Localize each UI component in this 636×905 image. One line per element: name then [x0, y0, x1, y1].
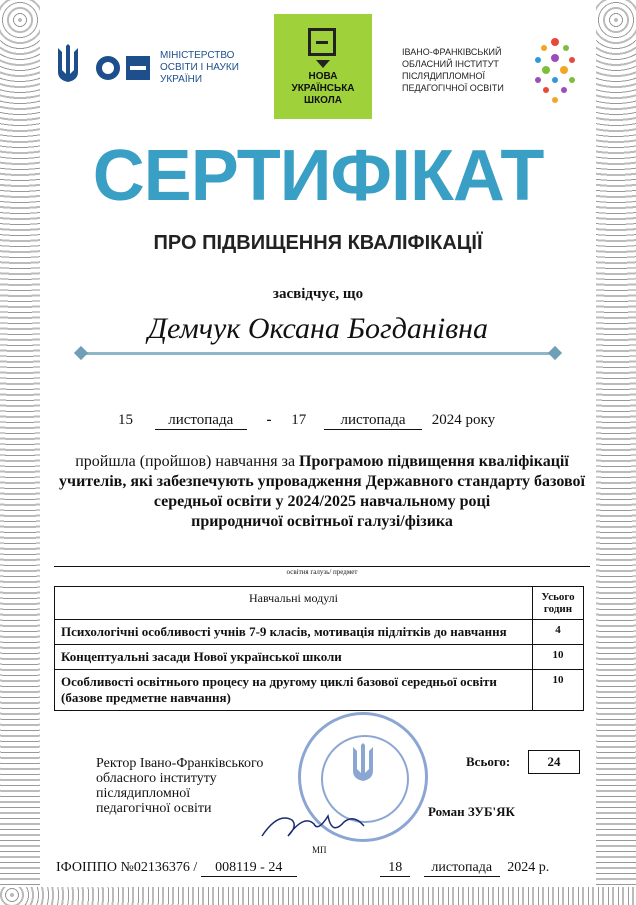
- table-row: [55, 670, 584, 711]
- date-dash: -: [266, 412, 272, 428]
- institute-line-3: ПІСЛЯДИПЛОМНОЇ: [402, 71, 486, 81]
- ministry-line-1: МІНІСТЕРСТВО: [160, 50, 235, 61]
- institute-line-4: ПЕДАГОГІЧНОЇ ОСВІТИ: [402, 83, 504, 93]
- divider-diamond-left: [74, 346, 88, 360]
- signatory-name: Роман ЗУБ'ЯК: [428, 804, 515, 819]
- registry-number: 008119 - 24: [201, 860, 297, 877]
- seal-trident-icon: [345, 743, 381, 783]
- program-description: [54, 452, 590, 532]
- start-month: листопада: [155, 412, 247, 430]
- rector-line-3: післядипломної: [96, 786, 191, 801]
- modules-table: [54, 586, 584, 711]
- rector-title: [96, 756, 263, 816]
- issue-month: листопада: [424, 860, 500, 877]
- institute-dots-logo-icon: [532, 36, 578, 106]
- ministry-line-2: ОСВІТИ І НАУКИ: [160, 62, 239, 73]
- module-name: Концептуальні засади Нової української школи: [55, 645, 533, 670]
- nus-text: [274, 71, 372, 107]
- intro-text: пройшла (пройшов) навчання за: [75, 453, 300, 470]
- nus-arrow-icon: [316, 60, 330, 68]
- nus-logo: [274, 14, 372, 119]
- institute-line-2: ОБЛАСНИЙ ІНСТИТУТ: [402, 59, 499, 69]
- table-header-row: [55, 587, 584, 620]
- header-logos: [52, 14, 584, 124]
- header-module: Навчальні модулі: [55, 587, 533, 620]
- divider-diamond-right: [548, 346, 562, 360]
- issue-year: 2024 р.: [507, 860, 550, 875]
- ministry-name: [160, 50, 239, 86]
- nus-line-2: УКРАЇНСЬКА: [291, 83, 355, 94]
- field-caption: освітня галузь/ предмет: [54, 566, 590, 576]
- subject-field: природничої освітньої галузі/фізика: [191, 513, 453, 530]
- module-hours: 10: [533, 670, 584, 711]
- year: 2024 року: [431, 412, 496, 428]
- module-hours: 4: [533, 620, 584, 645]
- ministry-line-3: УКРАЇНИ: [160, 74, 203, 85]
- ministry-logo: [96, 50, 239, 86]
- seal-mark: МП: [312, 845, 327, 855]
- end-month: листопада: [324, 412, 422, 430]
- certificate-footer: [56, 860, 586, 877]
- total-label: Всього:: [466, 754, 511, 769]
- certifies-text: засвідчує, що: [272, 286, 364, 302]
- mon-square-icon: [126, 56, 150, 80]
- rector-line-2: обласного інституту: [96, 771, 217, 786]
- module-hours: 10: [533, 645, 584, 670]
- registry-prefix: ІФОІППО №02136376 /: [56, 860, 198, 875]
- institute-name: [402, 46, 504, 94]
- header-hours: Усього годин: [533, 587, 584, 620]
- table-row: [55, 645, 584, 670]
- issue-day: 18: [380, 860, 410, 877]
- total-hours: 24: [528, 750, 580, 774]
- handwritten-signature: [258, 806, 368, 846]
- rector-line-1: Ректор Івано-Франківського: [96, 756, 264, 771]
- nus-line-3: ШКОЛА: [304, 95, 342, 106]
- ornament-border-bottom: [0, 887, 636, 905]
- module-name: Психологічні особливості учнів 7-9 класів, мотивація підлітків до навчання: [55, 620, 533, 645]
- certificate-title: СЕРТИФІКАТ: [92, 136, 544, 216]
- trident-icon: [56, 44, 80, 84]
- training-dates: [118, 412, 576, 430]
- end-day: 17: [291, 412, 307, 428]
- module-name: Особливості освітнього процесу на другому циклі базової середньої освіти (базове предметне навчання): [55, 670, 533, 711]
- start-day: 15: [118, 412, 133, 428]
- institute-line-1: ІВАНО-ФРАНКІВСЬКИЙ: [402, 47, 502, 57]
- certificate-subtitle: ПРО ПІДВИЩЕННЯ КВАЛІФІКАЦІЇ: [153, 232, 483, 254]
- divider-line: [80, 352, 556, 355]
- table-row: [55, 620, 584, 645]
- nus-line-1: НОВА: [308, 71, 338, 82]
- program-name: Програмою підвищення кваліфікації учителів, які забезпечують упровадження Державного стандарту базової середньої освіти у 2024/2025 навчальному році: [59, 453, 585, 510]
- mon-circle-icon: [96, 56, 120, 80]
- recipient-name: Демчук Оксана Богданівна: [147, 312, 489, 345]
- nus-building-icon: [308, 28, 336, 56]
- rector-line-4: педагогічної освіти: [96, 801, 212, 816]
